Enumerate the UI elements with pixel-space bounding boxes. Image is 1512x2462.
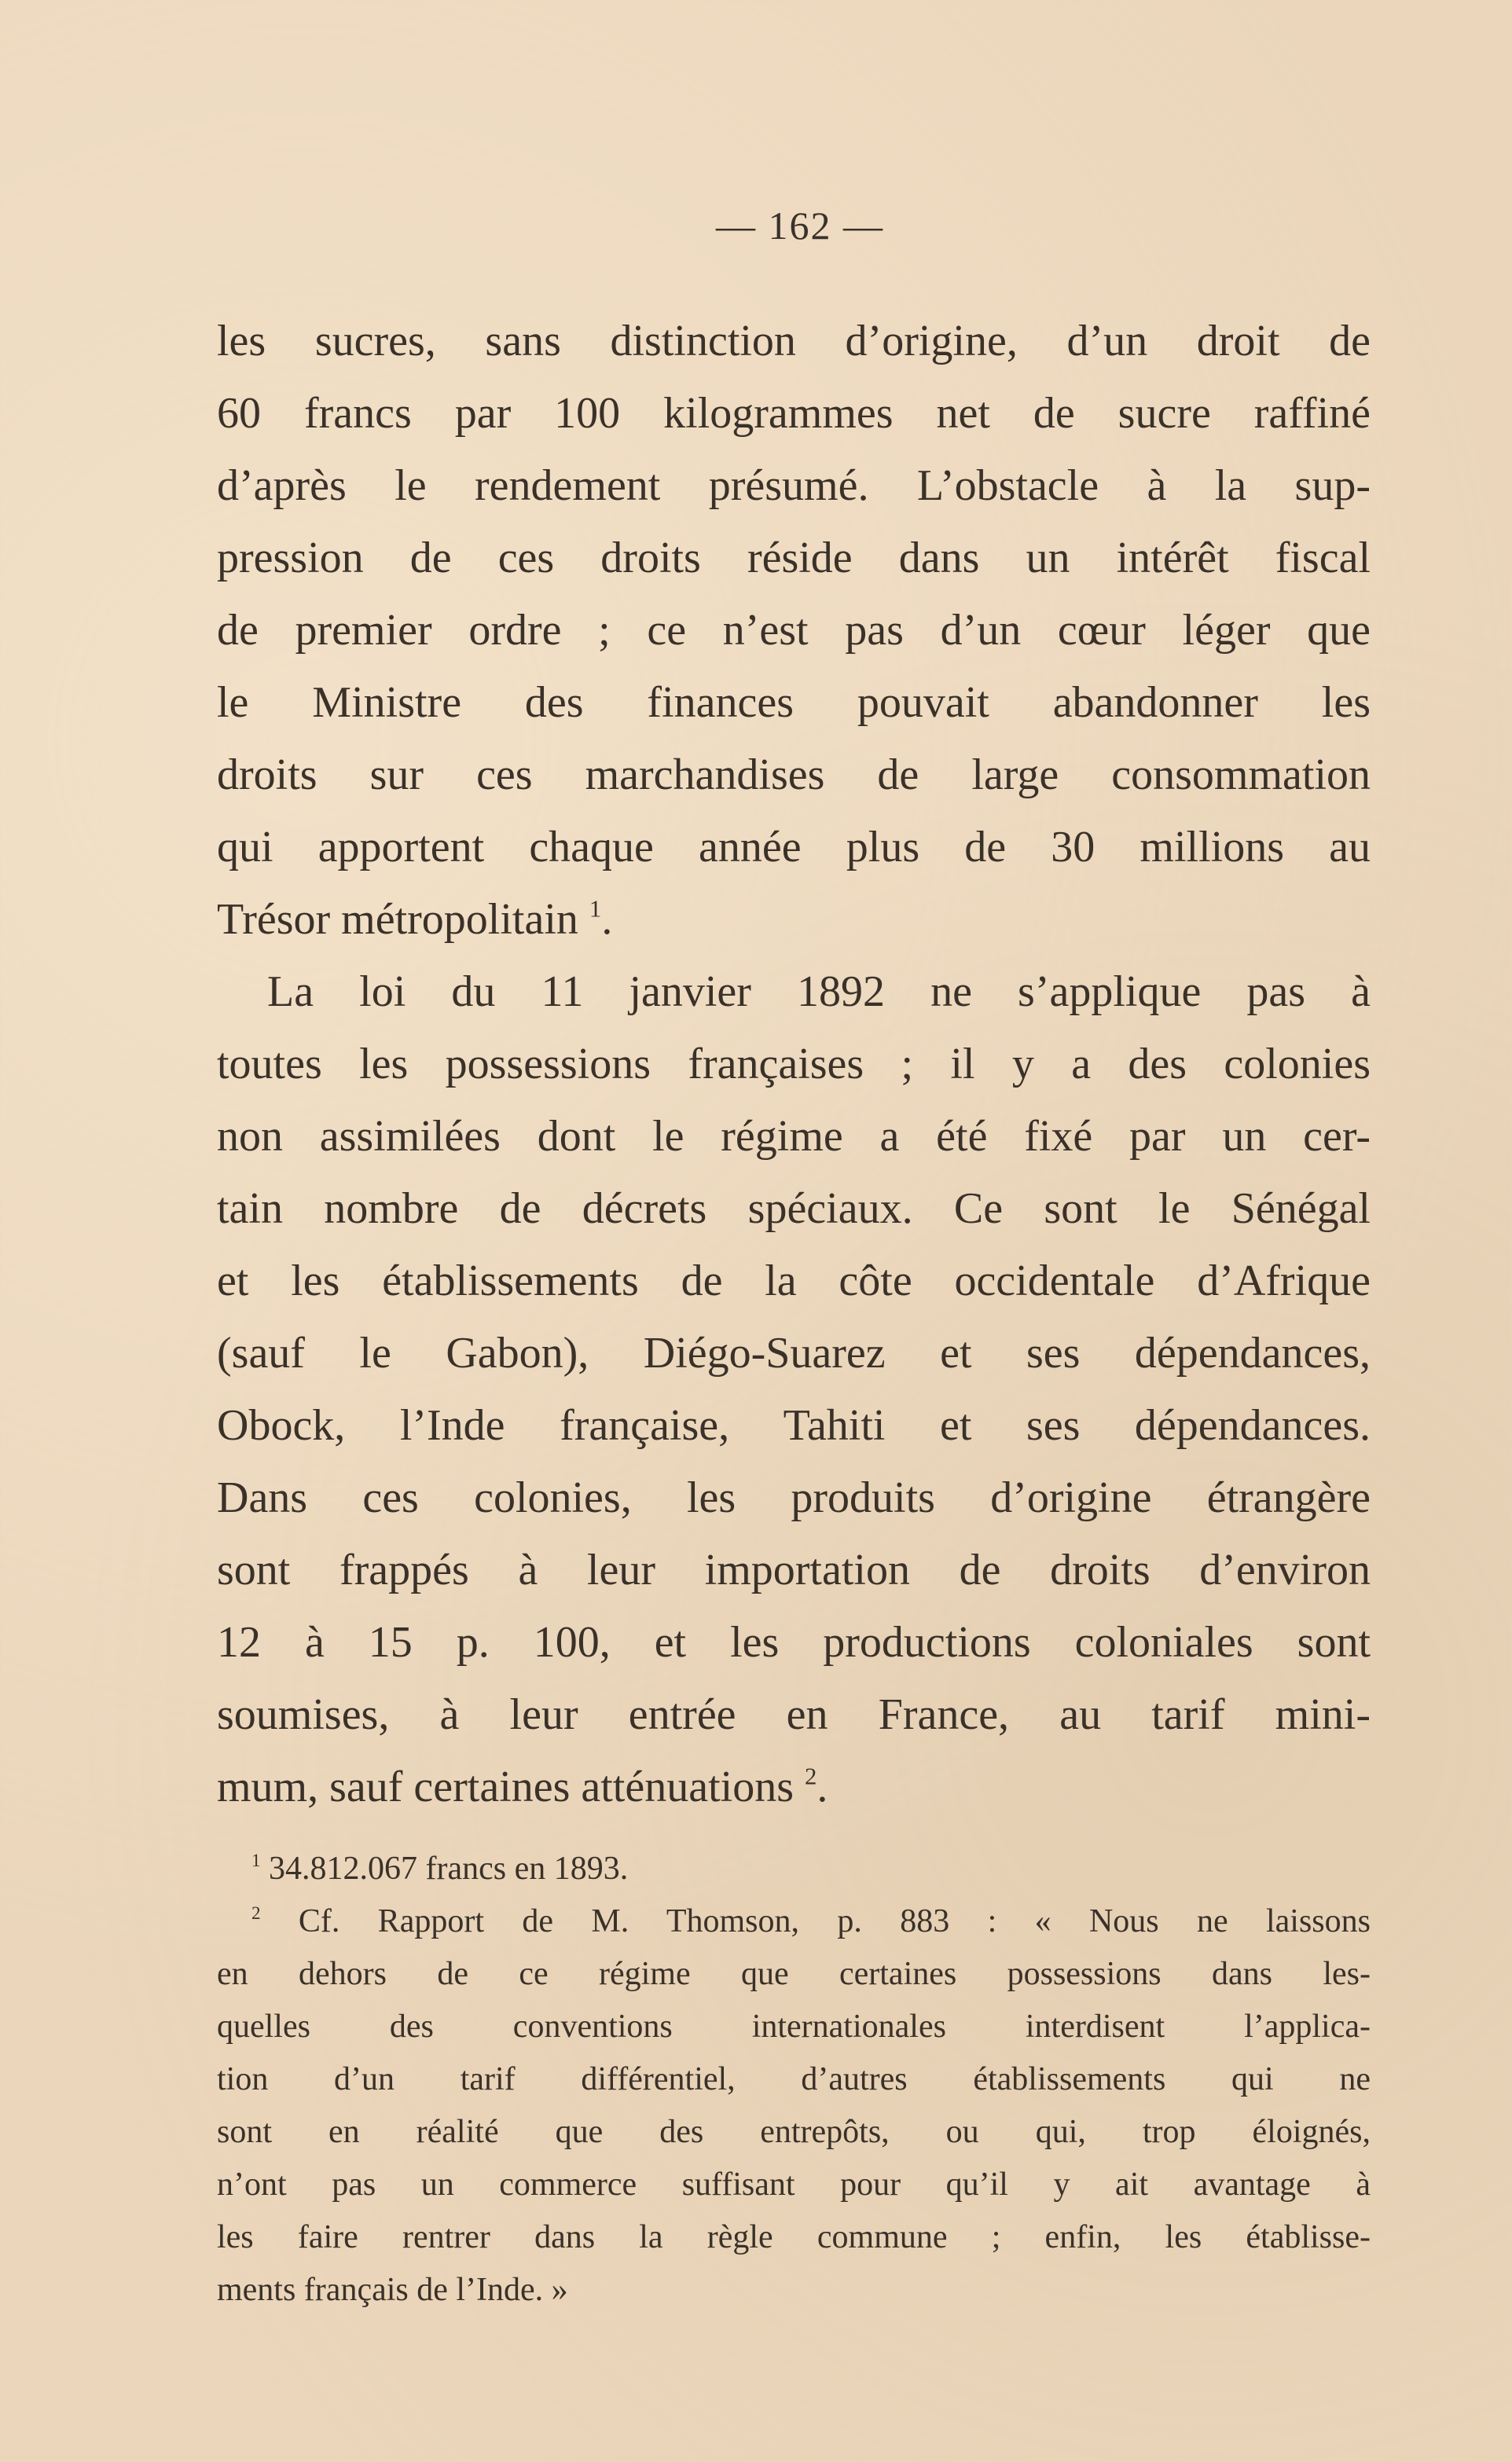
footnote-line: ments français de l’Inde. »	[217, 2272, 568, 2308]
footnote-2	[217, 1895, 1371, 1948]
text-line: pression de ces droits réside dans un intérêt fiscal	[217, 534, 1371, 582]
text-line: Dans ces colonies, les produits d’origine étrangère	[217, 1473, 1371, 1522]
paragraph-start-line: La loi du 11 janvier 1892 ne s’applique pas à	[267, 967, 1371, 1016]
text-line: 12 à 15 p. 100, et les productions coloniales sont	[217, 1618, 1371, 1667]
text-line: (sauf le Gabon), Diégo-Suarez et ses dépendances,	[217, 1329, 1371, 1378]
footnote-1-text: 34.812.067 francs en 1893.	[269, 1851, 629, 1887]
footnote-1	[217, 1843, 1371, 1895]
footnote-reference-2[interactable]: 2	[805, 1763, 817, 1790]
body-text	[217, 305, 1371, 1823]
text-line: le Ministre des finances pouvait abandonner les	[217, 678, 1371, 727]
page-number: — 162 —	[716, 204, 884, 248]
footnote-2-text: Cf. Rapport de M. Thomson, p. 883 : « Nous ne laissons	[298, 1903, 1371, 1939]
text-fragment: Trésor métropolitain	[217, 895, 578, 944]
footnote-line: en dehors de ce régime que certaines possessions dans les-	[217, 1956, 1371, 1992]
text-line: droits sur ces marchandises de large consommation	[217, 750, 1371, 799]
footnote-line: les faire rentrer dans la règle commune ; enfin, les établisse-	[217, 2219, 1371, 2255]
footnote-line: n’ont pas un commerce suffisant pour qu’il y ait avantage à	[217, 2167, 1371, 2203]
text-line: non assimilées dont le régime a été fixé par un cer-	[217, 1112, 1371, 1161]
text-line: Obock, l’Inde française, Tahiti et ses dépendances.	[217, 1401, 1371, 1450]
period: .	[817, 1763, 828, 1811]
text-line: d’après le rendement présumé. L’obstacle à la sup-	[217, 461, 1371, 510]
footnote-reference-1[interactable]: 1	[589, 895, 602, 923]
text-line: sont frappés à leur importation de droits d’environ	[217, 1546, 1371, 1594]
paragraph-end-line	[217, 883, 1371, 956]
footnote-marker-1: 1	[251, 1849, 261, 1870]
text-line: tain nombre de décrets spéciaux. Ce sont le Sénégal	[217, 1184, 1371, 1233]
footnotes	[217, 1843, 1371, 2317]
text-line: toutes les possessions françaises ; il y a des colonies	[217, 1040, 1371, 1088]
period: .	[601, 895, 613, 944]
paragraph-end-line	[217, 1751, 1371, 1823]
footnote-line: sont en réalité que des entrepôts, ou qui, trop éloignés,	[217, 2114, 1371, 2150]
footnote-line: tion d’un tarif différentiel, d’autres établissements qui ne	[217, 2061, 1371, 2097]
text-line: soumises, à leur entrée en France, au tarif mini-	[217, 1690, 1371, 1739]
text-line: de premier ordre ; ce n’est pas d’un cœur léger que	[217, 606, 1371, 655]
text-line: les sucres, sans distinction d’origine, d’un droit de	[217, 317, 1371, 365]
text-line: 60 francs par 100 kilogrammes net de sucre raffiné	[217, 389, 1371, 438]
text-line: et les établissements de la côte occidentale d’Afrique	[217, 1257, 1371, 1305]
text-line: qui apportent chaque année plus de 30 millions au	[217, 823, 1371, 871]
text-fragment: mum, sauf certaines atténuations	[217, 1763, 794, 1811]
footnote-marker-2: 2	[251, 1902, 261, 1923]
footnote-line: quelles des conventions internationales interdisent l’applica-	[217, 2009, 1371, 2045]
